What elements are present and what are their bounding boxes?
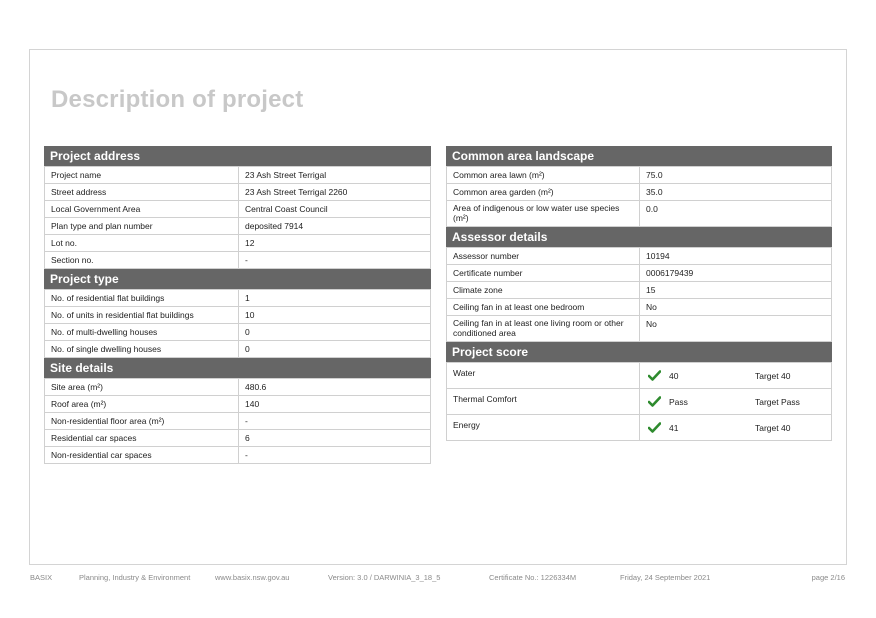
row-value: 6 [239, 430, 431, 447]
row-value: 10 [239, 307, 431, 324]
checkmark-icon [648, 370, 661, 381]
row-label: Site area (m²) [45, 379, 239, 396]
row-value: 0 [239, 341, 431, 358]
project-score-table [446, 362, 832, 441]
row-label: Lot no. [45, 235, 239, 252]
checkmark-icon [648, 396, 661, 407]
checkmark-icon [648, 422, 661, 433]
table-row [45, 396, 431, 413]
row-label: Ceiling fan in at least one bedroom [447, 299, 640, 316]
common-area-landscape-table [446, 166, 832, 227]
footer-page-number: page 2/16 [811, 573, 845, 582]
row-value: - [239, 413, 431, 430]
score-value: Pass [669, 396, 688, 407]
row-label: Roof area (m²) [45, 396, 239, 413]
table-row [447, 363, 832, 389]
footer-certificate: Certificate No.: 1226334M [489, 573, 577, 582]
row-label: Residential car spaces [45, 430, 239, 447]
row-label: Energy [447, 415, 640, 441]
row-label: Water [447, 363, 640, 389]
row-value: 12 [239, 235, 431, 252]
right-column [446, 146, 832, 441]
score-target: Target Pass [755, 396, 800, 407]
row-value: No [640, 316, 832, 342]
table-row [45, 235, 431, 252]
row-value: 140 [239, 396, 431, 413]
table-row [45, 341, 431, 358]
row-value: 1 [239, 290, 431, 307]
footer-basix: BASIX [30, 573, 53, 582]
row-value: 10194 [640, 248, 832, 265]
row-value: - [239, 447, 431, 464]
table-row [45, 430, 431, 447]
table-row [45, 252, 431, 269]
row-label: Assessor number [447, 248, 640, 265]
table-row [447, 248, 832, 265]
row-value: 0 [239, 324, 431, 341]
footer-website-link[interactable]: www.basix.nsw.gov.au [215, 573, 290, 582]
row-label: Climate zone [447, 282, 640, 299]
common-area-landscape-header: Common area landscape [446, 146, 832, 166]
row-value: 75.0 [640, 167, 832, 184]
row-label: No. of single dwelling houses [45, 341, 239, 358]
project-score-header: Project score [446, 342, 832, 362]
project-type-table [44, 289, 431, 358]
footer-department: Planning, Industry & Environment [79, 573, 191, 582]
table-row [45, 218, 431, 235]
row-label: Local Government Area [45, 201, 239, 218]
table-row [45, 201, 431, 218]
table-row [45, 324, 431, 341]
row-label: No. of multi-dwelling houses [45, 324, 239, 341]
row-value: 23 Ash Street Terrigal 2260 [239, 184, 431, 201]
table-row [447, 201, 832, 227]
page-footer [0, 573, 876, 585]
table-row [45, 184, 431, 201]
row-label: Area of indigenous or low water use species (m²) [447, 201, 640, 227]
score-target: Target 40 [755, 422, 791, 433]
row-value: 0006179439 [640, 265, 832, 282]
footer-date: Friday, 24 September 2021 [620, 573, 711, 582]
project-address-header: Project address [44, 146, 431, 166]
row-label: Ceiling fan in at least one living room or other conditioned area [447, 316, 640, 342]
table-row [45, 447, 431, 464]
row-label: Common area garden (m²) [447, 184, 640, 201]
row-label: Project name [45, 167, 239, 184]
site-details-table [44, 378, 431, 464]
row-value: No [640, 299, 832, 316]
row-value: - [239, 252, 431, 269]
score-value: 41 [669, 422, 679, 433]
table-row [45, 379, 431, 396]
row-label: Certificate number [447, 265, 640, 282]
row-value: 23 Ash Street Terrigal [239, 167, 431, 184]
row-label: No. of units in residential flat buildings [45, 307, 239, 324]
row-value: deposited 7914 [239, 218, 431, 235]
row-label: No. of residential flat buildings [45, 290, 239, 307]
table-row [45, 307, 431, 324]
table-row [45, 290, 431, 307]
table-row [447, 184, 832, 201]
row-label: Section no. [45, 252, 239, 269]
table-row [45, 413, 431, 430]
table-row [447, 167, 832, 184]
row-value: 15 [640, 282, 832, 299]
page-title: Description of project [51, 86, 304, 113]
assessor-details-table [446, 247, 832, 342]
row-value: 480.6 [239, 379, 431, 396]
footer-version: Version: 3.0 / DARWINIA_3_18_5 [328, 573, 441, 582]
row-value: 0.0 [640, 201, 832, 227]
table-row [447, 389, 832, 415]
table-row [447, 316, 832, 342]
row-label: Non-residential floor area (m²) [45, 413, 239, 430]
table-row [447, 415, 832, 441]
score-value: 40 [669, 370, 679, 381]
row-label: Plan type and plan number [45, 218, 239, 235]
row-label: Non-residential car spaces [45, 447, 239, 464]
row-value: Central Coast Council [239, 201, 431, 218]
assessor-details-header: Assessor details [446, 227, 832, 247]
table-row [45, 167, 431, 184]
row-label: Street address [45, 184, 239, 201]
row-label: Common area lawn (m²) [447, 167, 640, 184]
row-value: 35.0 [640, 184, 832, 201]
project-type-header: Project type [44, 269, 431, 289]
left-column [44, 146, 431, 464]
table-row [447, 282, 832, 299]
table-row [447, 299, 832, 316]
site-details-header: Site details [44, 358, 431, 378]
project-address-table [44, 166, 431, 269]
table-row [447, 265, 832, 282]
row-label: Thermal Comfort [447, 389, 640, 415]
score-target: Target 40 [755, 370, 791, 381]
